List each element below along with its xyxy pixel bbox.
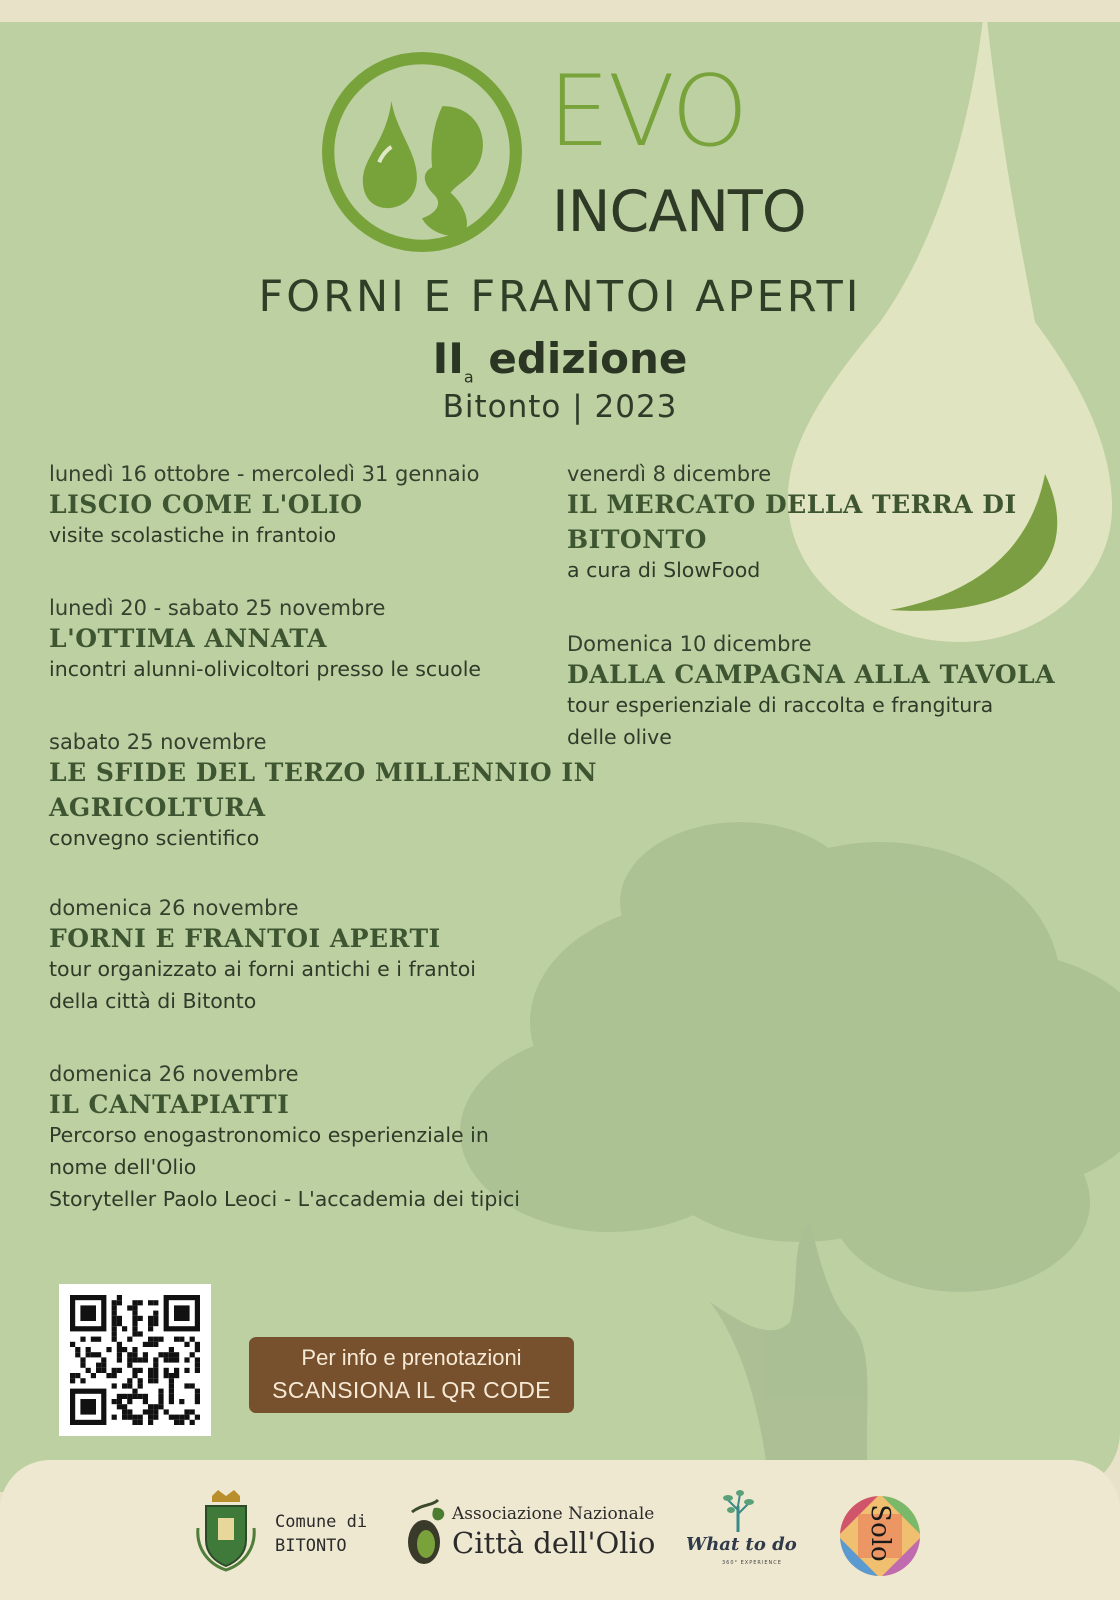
info-cta-box[interactable] — [249, 1337, 574, 1413]
event-title: LE SFIDE DEL TERZO MILLENNIO IN — [49, 758, 597, 787]
edition-superscript: a — [463, 367, 474, 387]
event-date: domenica 26 novembre — [49, 896, 299, 920]
logo-word-evo: EVO — [548, 55, 747, 169]
event-desc: Storyteller Paolo Leoci - L'accademia dei tipici — [49, 1187, 520, 1211]
event-desc: incontri alunni-olivicoltori presso le scuole — [49, 657, 482, 681]
event-desc: delle olive — [567, 725, 672, 749]
edition-number: II — [432, 334, 464, 383]
qr-code-icon — [59, 1284, 211, 1436]
cta-line-2: SCANSIONA IL QR CODE — [272, 1377, 551, 1403]
sponsor-footer — [0, 1460, 1120, 1600]
page-title: FORNI E FRANTOI APERTI — [258, 272, 862, 322]
event-desc: convegno scientifico — [49, 826, 260, 850]
event-desc: nome dell'Olio — [49, 1155, 197, 1179]
event-item — [49, 1062, 520, 1215]
event-item — [567, 632, 1055, 753]
comune-line-2: BITONTO — [275, 1536, 347, 1556]
citta-olio-line-1: Associazione Nazionale — [452, 1504, 655, 1524]
event-item — [49, 896, 476, 1017]
event-desc: visite scolastiche in frantoio — [49, 523, 337, 547]
logo-word-incanto: INCANTO — [552, 179, 806, 245]
place-year: Bitonto | 2023 — [442, 389, 678, 425]
event-title: DALLA CAMPAGNA ALLA TAVOLA — [567, 660, 1056, 689]
event-title: L'OTTIMA ANNATA — [49, 624, 328, 653]
olive-icon — [404, 1498, 450, 1568]
edition-word: edizione — [488, 334, 688, 383]
event-title: BITONTO — [567, 525, 707, 554]
event-desc: tour esperienziale di raccolta e frangitura — [567, 693, 994, 717]
event-desc: tour organizzato ai forni antichi e i frantoi — [49, 957, 476, 981]
comune-line-1: Comune di — [275, 1512, 368, 1532]
event-title: AGRICOLTURA — [49, 793, 266, 822]
main-panel — [0, 22, 1120, 1492]
comune-logo-text — [275, 1510, 367, 1558]
tree-icon — [718, 1488, 758, 1532]
edition-line — [0, 334, 1120, 386]
event-date: lunedì 16 ottobre - mercoledì 31 gennaio — [49, 462, 480, 486]
event-desc: della città di Bitonto — [49, 989, 257, 1013]
event-item — [49, 462, 479, 551]
event-date: lunedì 20 - sabato 25 novembre — [49, 596, 386, 620]
event-date: venerdì 8 dicembre — [567, 462, 772, 486]
event-date: Domenica 10 dicembre — [567, 632, 812, 656]
logo-droplet-baby-icon — [320, 50, 524, 254]
what-to-do-title: What to do — [686, 1534, 797, 1555]
event-date: sabato 25 novembre — [49, 730, 267, 754]
what-to-do-subtitle: 360° EXPERIENCE — [722, 1560, 782, 1566]
event-date: domenica 26 novembre — [49, 1062, 299, 1086]
event-item — [49, 596, 481, 685]
coat-of-arms-icon — [192, 1488, 260, 1572]
cta-line-1: Per info e prenotazioni — [301, 1345, 522, 1370]
event-desc: Percorso enogastronomico esperienziale in — [49, 1123, 489, 1147]
qr-code[interactable] — [59, 1284, 211, 1436]
event-title: IL CANTAPIATTI — [49, 1090, 290, 1119]
event-item — [49, 730, 597, 854]
solo-logo-text: Solo — [865, 1504, 895, 1562]
event-title: IL MERCATO DELLA TERRA DI — [567, 490, 1017, 519]
event-item — [567, 462, 1017, 586]
citta-olio-line-2: Città dell'Olio — [452, 1526, 656, 1560]
event-title: FORNI E FRANTOI APERTI — [49, 924, 441, 953]
event-desc: a cura di SlowFood — [567, 558, 761, 582]
event-title: LISCIO COME L'OLIO — [49, 490, 363, 519]
